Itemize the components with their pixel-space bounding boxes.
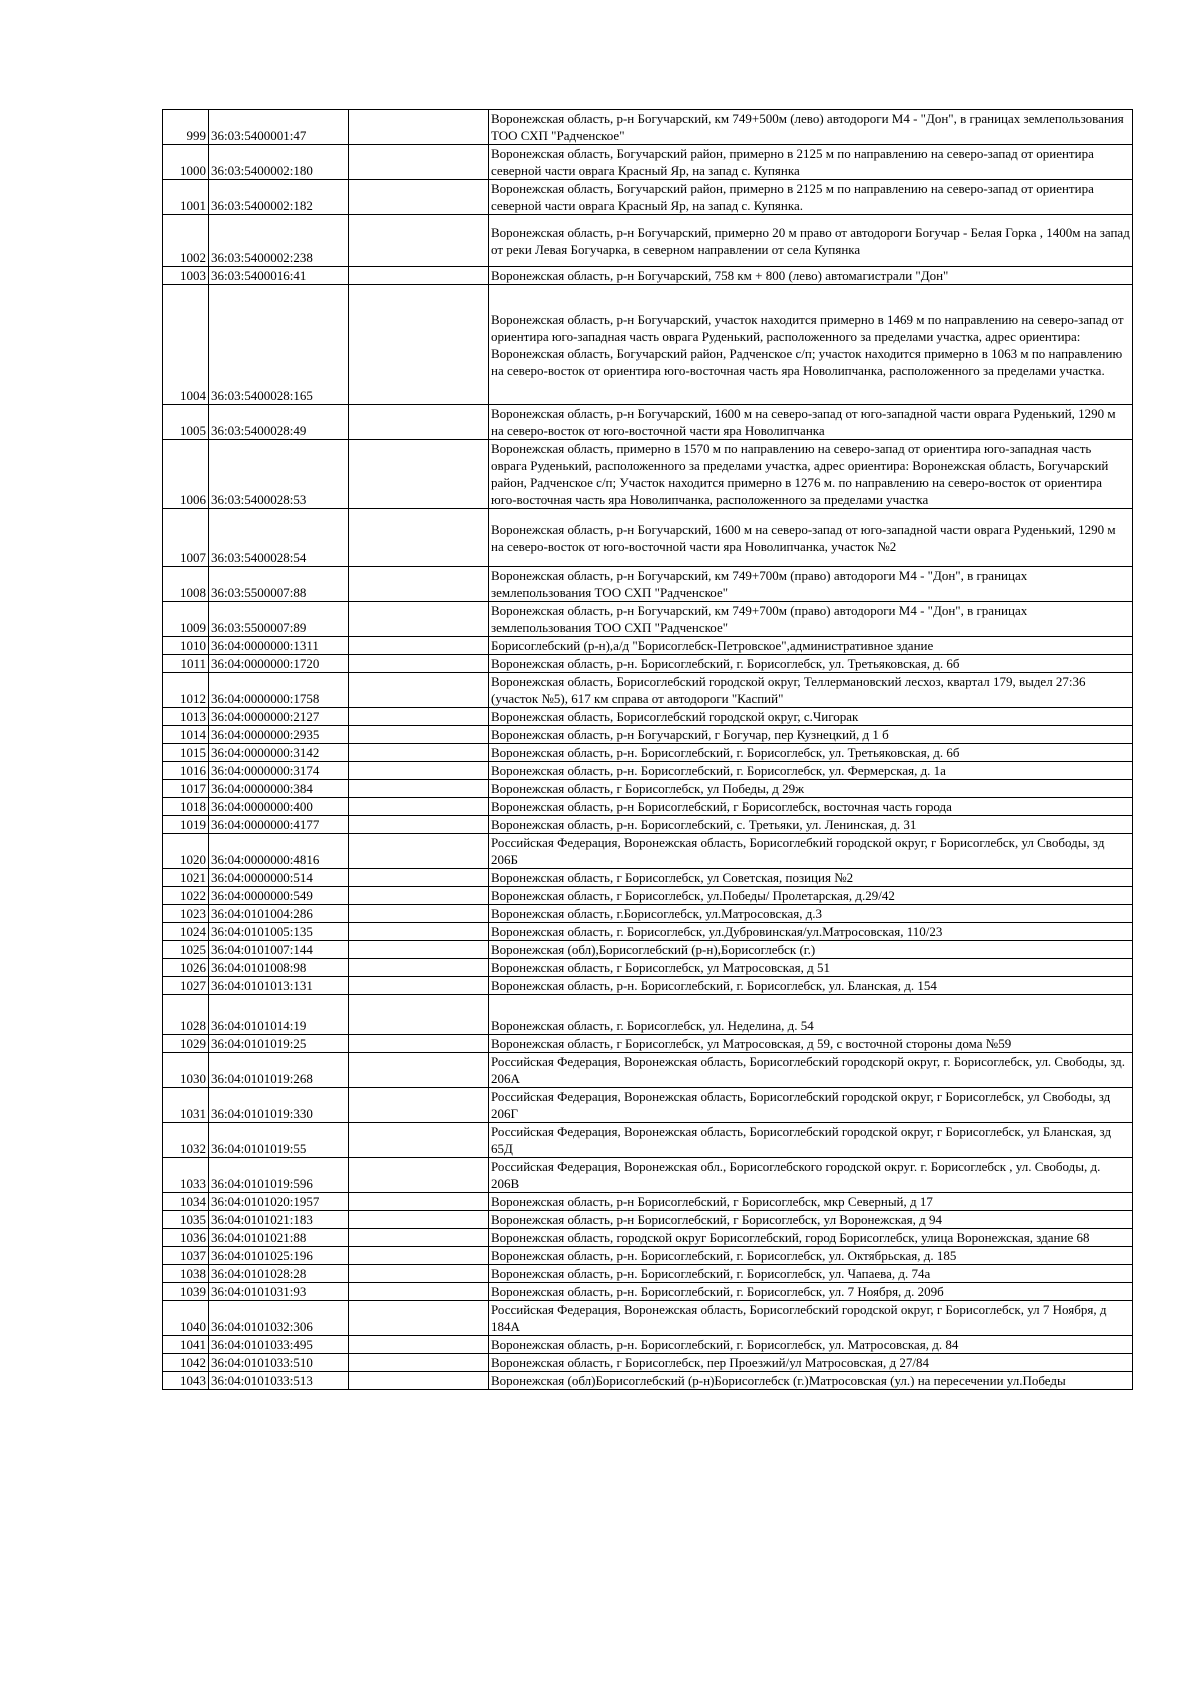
- address-cell: Воронежская область, г Борисоглебск, пер Проезжий/ул Матросовская, д 27/84: [489, 1354, 1133, 1372]
- address-cell: Воронежская (обл)Борисоглебский (р-н)Борисоглебск (г.)Матросовская (ул.) на пересечении ул.Победы: [489, 1372, 1133, 1390]
- cadastral-number: 36:04:0000000:1720: [209, 655, 349, 673]
- empty-cell: [349, 145, 489, 180]
- row-number: 1009: [163, 602, 209, 637]
- row-number: 1039: [163, 1283, 209, 1301]
- empty-cell: [349, 887, 489, 905]
- row-number: 1040: [163, 1301, 209, 1336]
- cadastral-number: 36:04:0101019:55: [209, 1123, 349, 1158]
- row-number: 1024: [163, 923, 209, 941]
- empty-cell: [349, 1053, 489, 1088]
- table-row: [163, 1265, 1133, 1283]
- address-cell: Воронежская область, Богучарский район, примерно в 2125 м по направлению на северо-запад от ориентира северной части оврага Красный Яр, на запад с. Купянка.: [489, 180, 1133, 215]
- address-cell: Российская Федерация, Воронежская область, Борисоглебский городской округ, г Борисоглебск, ул 7 Ноября, д 184А: [489, 1301, 1133, 1336]
- empty-cell: [349, 180, 489, 215]
- address-cell: Воронежская область, г Борисоглебск, ул Советская, позиция №2: [489, 869, 1133, 887]
- table-row: [163, 267, 1133, 285]
- empty-cell: [349, 762, 489, 780]
- empty-cell: [349, 1158, 489, 1193]
- table-row: [163, 180, 1133, 215]
- table-row: [163, 834, 1133, 869]
- row-number: 1025: [163, 941, 209, 959]
- row-number: 1019: [163, 816, 209, 834]
- cadastral-number: 36:04:0000000:3142: [209, 744, 349, 762]
- empty-cell: [349, 995, 489, 1035]
- row-number: 1032: [163, 1123, 209, 1158]
- cadastral-number: 36:04:0000000:2127: [209, 708, 349, 726]
- empty-cell: [349, 405, 489, 440]
- table-row: [163, 905, 1133, 923]
- table-row: [163, 708, 1133, 726]
- row-number: 999: [163, 110, 209, 145]
- row-number: 1015: [163, 744, 209, 762]
- row-number: 1007: [163, 509, 209, 567]
- address-cell: Воронежская область, г Борисоглебск, ул Матросовская, д 51: [489, 959, 1133, 977]
- address-cell: Российская Федерация, Воронежская область, Борисоглебский городской округ, г Борисоглебск, ул Бланская, зд 65Д: [489, 1123, 1133, 1158]
- table-row: [163, 1123, 1133, 1158]
- row-number: 1028: [163, 995, 209, 1035]
- cadastral-number: 36:04:0000000:400: [209, 798, 349, 816]
- empty-cell: [349, 869, 489, 887]
- empty-cell: [349, 509, 489, 567]
- empty-cell: [349, 267, 489, 285]
- address-cell: Воронежская область, р-н Богучарский, км 749+500м (лево) автодороги М4 - "Дон", в границах землепользования ТОО СХП "Радченское": [489, 110, 1133, 145]
- cadastral-table-body: [163, 110, 1133, 1390]
- address-cell: Воронежская область, р-н Борисоглебский, г Борисоглебск, мкр Северный, д 17: [489, 1193, 1133, 1211]
- table-row: [163, 1035, 1133, 1053]
- table-row: [163, 887, 1133, 905]
- empty-cell: [349, 1301, 489, 1336]
- address-cell: Воронежская область, р-н Богучарский, 1600 м на северо-запад от юго-западной части оврага Руденький, 1290 м на северо-восток от юго-восточной части яра Новолипчанка: [489, 405, 1133, 440]
- address-cell: Воронежская область, р-н. Борисоглебский, г. Борисоглебск, ул. Третьяковская, д. 6б: [489, 744, 1133, 762]
- table-row: [163, 110, 1133, 145]
- cadastral-number: 36:04:0101020:1957: [209, 1193, 349, 1211]
- cadastral-number: 36:03:5500007:89: [209, 602, 349, 637]
- row-number: 1037: [163, 1247, 209, 1265]
- address-cell: Воронежская область, р-н Богучарский, 1600 м на северо-запад от юго-западной части оврага Руденький, 1290 м на северо-восток от юго-восточной части яра Новолипчанка, участок №2: [489, 509, 1133, 567]
- cadastral-number: 36:04:0000000:514: [209, 869, 349, 887]
- address-cell: Воронежская область, г.Борисоглебск, ул.Матросовская, д.3: [489, 905, 1133, 923]
- cadastral-number: 36:03:5400028:53: [209, 440, 349, 509]
- row-number: 1017: [163, 780, 209, 798]
- empty-cell: [349, 215, 489, 267]
- empty-cell: [349, 816, 489, 834]
- empty-cell: [349, 1193, 489, 1211]
- cadastral-number: 36:03:5500007:88: [209, 567, 349, 602]
- address-cell: Воронежская область, р-н. Борисоглебский, г. Борисоглебск, ул. Матросовская, д. 84: [489, 1336, 1133, 1354]
- cadastral-number: 36:04:0000000:1311: [209, 637, 349, 655]
- cadastral-number: 36:04:0101031:93: [209, 1283, 349, 1301]
- table-row: [163, 780, 1133, 798]
- address-cell: Воронежская область, р-н Богучарский, км 749+700м (право) автодороги М4 - "Дон", в границах землепользования ТОО СХП "Радченское": [489, 567, 1133, 602]
- row-number: 1027: [163, 977, 209, 995]
- address-cell: Воронежская область, г Борисоглебск, ул.Победы/ Пролетарская, д.29/42: [489, 887, 1133, 905]
- table-row: [163, 509, 1133, 567]
- table-row: [163, 1336, 1133, 1354]
- table-row: [163, 959, 1133, 977]
- cadastral-number: 36:03:5400028:49: [209, 405, 349, 440]
- row-number: 1030: [163, 1053, 209, 1088]
- row-number: 1036: [163, 1229, 209, 1247]
- empty-cell: [349, 110, 489, 145]
- empty-cell: [349, 1354, 489, 1372]
- cadastral-number: 36:04:0101032:306: [209, 1301, 349, 1336]
- cadastral-number: 36:04:0101033:495: [209, 1336, 349, 1354]
- address-cell: Воронежская область, г Борисоглебск, ул Матросовская, д 59, с восточной стороны дома №59: [489, 1035, 1133, 1053]
- row-number: 1010: [163, 637, 209, 655]
- empty-cell: [349, 923, 489, 941]
- row-number: 1001: [163, 180, 209, 215]
- address-cell: Воронежская область, примерно в 1570 м по направлению на северо-запад от ориентира юго-западная часть оврага Руденький, расположенного за пределами участка, адрес ориентира: Воронежская область, Богучарский район, Радченское с/п; Участок находится примерно в 1276 м. по направлению на северо-восток от ориентира юго-восточная часть яра Новолипчанка, расположенного за пределами участка: [489, 440, 1133, 509]
- address-cell: Воронежская область, Борисоглебский городской округ, с.Чигорак: [489, 708, 1133, 726]
- row-number: 1005: [163, 405, 209, 440]
- row-number: 1033: [163, 1158, 209, 1193]
- cadastral-number: 36:04:0000000:549: [209, 887, 349, 905]
- table-row: [163, 923, 1133, 941]
- empty-cell: [349, 1283, 489, 1301]
- cadastral-number: 36:04:0101013:131: [209, 977, 349, 995]
- empty-cell: [349, 1265, 489, 1283]
- address-cell: Воронежская область, р-н. Борисоглебский, г. Борисоглебск, ул. Октябрьская, д. 185: [489, 1247, 1133, 1265]
- address-cell: Воронежская область, р-н Богучарский, примерно 20 м право от автодороги Богучар - Белая Горка , 1400м на запад от реки Левая Богучарка, в северном направлении от села Купянка: [489, 215, 1133, 267]
- table-row: [163, 1283, 1133, 1301]
- table-row: [163, 285, 1133, 405]
- row-number: 1012: [163, 673, 209, 708]
- cadastral-number: 36:04:0000000:4816: [209, 834, 349, 869]
- address-cell: Воронежская область, р-н. Борисоглебский, г. Борисоглебск, ул. Бланская, д. 154: [489, 977, 1133, 995]
- cadastral-number: 36:04:0000000:384: [209, 780, 349, 798]
- cadastral-number: 36:03:5400016:41: [209, 267, 349, 285]
- empty-cell: [349, 726, 489, 744]
- row-number: 1022: [163, 887, 209, 905]
- address-cell: Воронежская область, р-н Борисоглебский, г Борисоглебск, ул Воронежская, д 94: [489, 1211, 1133, 1229]
- row-number: 1042: [163, 1354, 209, 1372]
- address-cell: Воронежская область, г. Борисоглебск, ул.Дубровинская/ул.Матросовская, 110/23: [489, 923, 1133, 941]
- address-cell: Воронежская область, Борисоглебский городской округ, Теллермановский лесхоз, квартал 179, выдел 27:36 (участок №5), 617 км справа от автодороги "Каспий": [489, 673, 1133, 708]
- cadastral-number: 36:04:0101019:268: [209, 1053, 349, 1088]
- row-number: 1003: [163, 267, 209, 285]
- table-row: [163, 744, 1133, 762]
- cadastral-number: 36:04:0000000:1758: [209, 673, 349, 708]
- row-number: 1043: [163, 1372, 209, 1390]
- table-row: [163, 655, 1133, 673]
- table-row: [163, 1354, 1133, 1372]
- address-cell: Российская Федерация, Воронежская область, Борисоглебский городской округ, г Борисоглебск, ул Свободы, зд 206Г: [489, 1088, 1133, 1123]
- empty-cell: [349, 959, 489, 977]
- table-row: [163, 637, 1133, 655]
- row-number: 1002: [163, 215, 209, 267]
- empty-cell: [349, 1372, 489, 1390]
- address-cell: Воронежская область, р-н. Борисоглебский, г. Борисоглебск, ул. Фермерская, д. 1а: [489, 762, 1133, 780]
- address-cell: Воронежская область, г Борисоглебск, ул Победы, д 29ж: [489, 780, 1133, 798]
- cadastral-number: 36:03:5400002:238: [209, 215, 349, 267]
- empty-cell: [349, 1247, 489, 1265]
- row-number: 1034: [163, 1193, 209, 1211]
- empty-cell: [349, 1123, 489, 1158]
- cadastral-number: 36:04:0101014:19: [209, 995, 349, 1035]
- table-row: [163, 1158, 1133, 1193]
- address-cell: Воронежская область, р-н Богучарский, участок находится примерно в 1469 м по направлению на северо-запад от ориентира юго-западная часть оврага Руденький, расположенного за пределами участка, адрес ориентира: Воронежская область, Богучарский район, Радченское с/п; участок находится примерно в 1063 м по направлению на северо-восток от ориентира юго-восточная часть яра Новолипчанка, расположенного за пределами участка.: [489, 285, 1133, 405]
- cadastral-number: 36:03:5400028:54: [209, 509, 349, 567]
- row-number: 1021: [163, 869, 209, 887]
- table-row: [163, 869, 1133, 887]
- cadastral-number: 36:04:0101033:510: [209, 1354, 349, 1372]
- cadastral-number: 36:04:0101028:28: [209, 1265, 349, 1283]
- table-row: [163, 977, 1133, 995]
- cadastral-number: 36:04:0101021:183: [209, 1211, 349, 1229]
- table-row: [163, 405, 1133, 440]
- row-number: 1016: [163, 762, 209, 780]
- empty-cell: [349, 780, 489, 798]
- row-number: 1014: [163, 726, 209, 744]
- address-cell: Воронежская область, Богучарский район, примерно в 2125 м по направлению на северо-запад от ориентира северной части оврага Красный Яр, на запад с. Купянка: [489, 145, 1133, 180]
- table-row: [163, 1211, 1133, 1229]
- address-cell: Воронежская область, р-н Богучарский, км 749+700м (право) автодороги М4 - "Дон", в границах землепользования ТОО СХП "Радченское": [489, 602, 1133, 637]
- address-cell: Воронежская область, р-н. Борисоглебский, с. Третьяки, ул. Ленинская, д. 31: [489, 816, 1133, 834]
- table-row: [163, 726, 1133, 744]
- cadastral-number: 36:03:5400001:47: [209, 110, 349, 145]
- empty-cell: [349, 941, 489, 959]
- address-cell: Воронежская область, р-н Богучарский, г Богучар, пер Кузнецкий, д 1 б: [489, 726, 1133, 744]
- row-number: 1023: [163, 905, 209, 923]
- table-row: [163, 1193, 1133, 1211]
- empty-cell: [349, 602, 489, 637]
- row-number: 1004: [163, 285, 209, 405]
- row-number: 1031: [163, 1088, 209, 1123]
- row-number: 1029: [163, 1035, 209, 1053]
- row-number: 1020: [163, 834, 209, 869]
- table-row: [163, 1301, 1133, 1336]
- cadastral-number: 36:04:0000000:4177: [209, 816, 349, 834]
- empty-cell: [349, 798, 489, 816]
- empty-cell: [349, 744, 489, 762]
- table-row: [163, 762, 1133, 780]
- table-row: [163, 1229, 1133, 1247]
- cadastral-number: 36:04:0101005:135: [209, 923, 349, 941]
- empty-cell: [349, 655, 489, 673]
- empty-cell: [349, 440, 489, 509]
- cadastral-number: 36:04:0101021:88: [209, 1229, 349, 1247]
- table-row: [163, 145, 1133, 180]
- table-row: [163, 1372, 1133, 1390]
- table-row: [163, 941, 1133, 959]
- table-row: [163, 995, 1133, 1035]
- row-number: 1006: [163, 440, 209, 509]
- empty-cell: [349, 905, 489, 923]
- cadastral-number: 36:03:5400002:180: [209, 145, 349, 180]
- table-row: [163, 798, 1133, 816]
- cadastral-number: 36:04:0101033:513: [209, 1372, 349, 1390]
- empty-cell: [349, 708, 489, 726]
- cadastral-number: 36:04:0000000:2935: [209, 726, 349, 744]
- row-number: 1011: [163, 655, 209, 673]
- cadastral-number: 36:03:5400002:182: [209, 180, 349, 215]
- empty-cell: [349, 1229, 489, 1247]
- address-cell: Воронежская область, р-н. Борисоглебский, г. Борисоглебск, ул. 7 Ноября, д. 209б: [489, 1283, 1133, 1301]
- cadastral-number: 36:04:0101019:25: [209, 1035, 349, 1053]
- empty-cell: [349, 1035, 489, 1053]
- cadastral-number: 36:04:0101007:144: [209, 941, 349, 959]
- address-cell: Воронежская область, р-н. Борисоглебский, г. Борисоглебск, ул. Третьяковская, д. 6б: [489, 655, 1133, 673]
- row-number: 1026: [163, 959, 209, 977]
- row-number: 1013: [163, 708, 209, 726]
- cadastral-number: 36:04:0101019:596: [209, 1158, 349, 1193]
- table-row: [163, 602, 1133, 637]
- table-row: [163, 673, 1133, 708]
- table-row: [163, 1088, 1133, 1123]
- row-number: 1038: [163, 1265, 209, 1283]
- table-row: [163, 440, 1133, 509]
- row-number: 1018: [163, 798, 209, 816]
- address-cell: Воронежская область, р-н Богучарский, 758 км + 800 (лево) автомагистрали "Дон": [489, 267, 1133, 285]
- table-row: [163, 1053, 1133, 1088]
- row-number: 1008: [163, 567, 209, 602]
- cadastral-number: 36:04:0101019:330: [209, 1088, 349, 1123]
- empty-cell: [349, 834, 489, 869]
- cadastral-number: 36:03:5400028:165: [209, 285, 349, 405]
- table-row: [163, 567, 1133, 602]
- empty-cell: [349, 1088, 489, 1123]
- address-cell: Воронежская область, р-н. Борисоглебский, г. Борисоглебск, ул. Чапаева, д. 74а: [489, 1265, 1133, 1283]
- address-cell: Российская Федерация, Воронежская область, Борисоглебкий городской округ, г Борисоглебск, ул Свободы, зд 206Б: [489, 834, 1133, 869]
- empty-cell: [349, 285, 489, 405]
- empty-cell: [349, 977, 489, 995]
- empty-cell: [349, 637, 489, 655]
- address-cell: Воронежская область, р-н Борисоглебский, г Борисоглебск, восточная часть города: [489, 798, 1133, 816]
- empty-cell: [349, 673, 489, 708]
- row-number: 1041: [163, 1336, 209, 1354]
- cadastral-number: 36:04:0101025:196: [209, 1247, 349, 1265]
- empty-cell: [349, 567, 489, 602]
- address-cell: Воронежская область, г. Борисоглебск, ул. Неделина, д. 54: [489, 995, 1133, 1035]
- cadastral-number: 36:04:0101008:98: [209, 959, 349, 977]
- address-cell: Воронежская (обл),Борисоглебский (р-н),Борисоглебск (г.): [489, 941, 1133, 959]
- table-row: [163, 816, 1133, 834]
- address-cell: Российская Федерация, Воронежская обл., Борисоглебского городской округ. г. Борисоглебск , ул. Свободы, д. 206В: [489, 1158, 1133, 1193]
- address-cell: Российская Федерация, Воронежская область, Борисоглебский городскорй округ, г. Борисоглебск, ул. Свободы, зд. 206А: [489, 1053, 1133, 1088]
- address-cell: Воронежская область, городской округ Борисоглебский, город Борисоглебск, улица Воронежская, здание 68: [489, 1229, 1133, 1247]
- cadastral-number: 36:04:0000000:3174: [209, 762, 349, 780]
- empty-cell: [349, 1336, 489, 1354]
- address-cell: Борисоглебский (р-н),а/д "Борисоглебск-Петровское",административное здание: [489, 637, 1133, 655]
- table-row: [163, 215, 1133, 267]
- cadastral-table: [162, 109, 1133, 1390]
- row-number: 1000: [163, 145, 209, 180]
- table-row: [163, 1247, 1133, 1265]
- cadastral-number: 36:04:0101004:286: [209, 905, 349, 923]
- empty-cell: [349, 1211, 489, 1229]
- row-number: 1035: [163, 1211, 209, 1229]
